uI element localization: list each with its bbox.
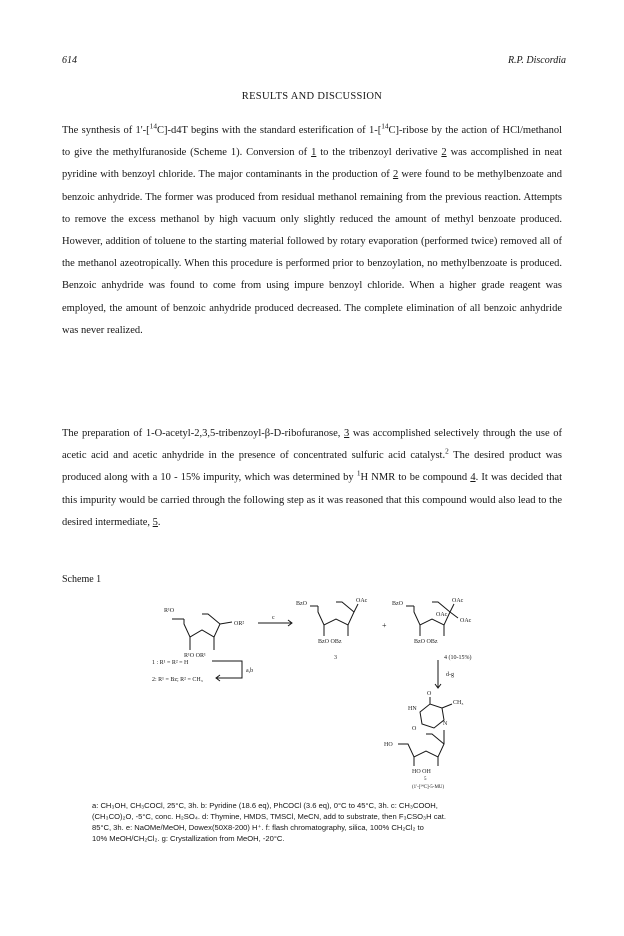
substituent-label: R¹O bbox=[164, 608, 175, 614]
svg-text:OAc: OAc bbox=[452, 598, 464, 604]
compound-ref: 3 bbox=[344, 428, 350, 439]
svg-text:HN: HN bbox=[408, 706, 417, 712]
svg-text:+: + bbox=[382, 621, 387, 630]
arrow-dg bbox=[435, 660, 441, 688]
compound-ref: 2 bbox=[392, 169, 399, 181]
svg-text:CH₃: CH₃ bbox=[453, 700, 464, 706]
paragraph-preparation: The preparation of 1-O-acetyl-2,3,5-tribenzoyl-β-D-ribofuranose, 3 was accomplished selectively through the use of acetic acid and acetic anhydride in the presence of concentrated sulfuric acid catalyst.$^2$ The desired product was produced along with a 10 - 15% impurity, which was determined by $^1$H NMR to be compound 4. It was decided that this impurity would be carried through the following step as it was reasoned that this compound would also lead to the desired intermediate, 5. bbox=[62, 428, 563, 528]
svg-text:BzO: BzO bbox=[392, 601, 403, 607]
running-head-author: R.P. Discordia bbox=[507, 55, 566, 66]
compound-ref: 4 bbox=[470, 472, 476, 484]
paragraph-synthesis: The synthesis of 1'-[$^{14}$C]-d4T begins with the standard esterification of 1-[$^{14}$C]-ribose by the action of HCl/methanol to give the methylfuranoside (Scheme 1). Conversion of 1 to the tribenzoyl derivative 2 was accomplished in neat pyridine with benzoyl chloride. The major contaminants in the production of 2 were found to be methylbenzoate and benzoic anhydride. The former was produced from residual methanol remaining from the previous reaction. Attempts to remove the excess methanol by high vacuum only slightly reduced the amount of methyl benzoate produced. However, addition of toluene to the starting material followed by rotary evaporation (performed twice) removed all of the methanol azeotropically. When this procedure is performed prior to benzoylation, no methylbenzoate is produced. Benzoic anhydride was found to come from using impure benzoyl chloride. When a higher grade reagent was employed, the amount of benzoic anhydride produced decreased. The complete elimination of all benzoic anhydride was never realized. bbox=[62, 121, 562, 336]
svg-text:OAc: OAc bbox=[460, 618, 472, 624]
compound-ref: 1 bbox=[311, 147, 317, 159]
svg-text:BzO OBz: BzO OBz bbox=[318, 639, 342, 645]
compound-5-label: 5 bbox=[424, 777, 427, 782]
compound-1-label: 1 : R¹ = R² = H bbox=[152, 660, 189, 666]
page-number: 614 bbox=[62, 55, 77, 66]
svg-text:OAc: OAc bbox=[436, 612, 448, 618]
svg-text:OAc: OAc bbox=[356, 598, 368, 604]
compound-ref: 5 bbox=[152, 516, 158, 528]
compound-ref: 2 bbox=[441, 147, 447, 159]
svg-text:N: N bbox=[443, 721, 448, 727]
compound-3-label: 3 bbox=[334, 655, 337, 661]
reagent-label: a,b bbox=[246, 668, 254, 674]
substituent-label: R¹O OR¹ bbox=[184, 653, 206, 659]
svg-text:BzO: BzO bbox=[296, 601, 307, 607]
svg-text:HO: HO bbox=[384, 742, 393, 748]
compound-2-label: 2: R¹ = Bz; R² = CH₃ bbox=[152, 677, 203, 683]
citation: 2 bbox=[445, 446, 449, 456]
compound-4-label: 4 (10-15%) bbox=[444, 655, 472, 661]
ribose-ring-5 bbox=[398, 730, 444, 766]
bracket-ab bbox=[212, 661, 242, 681]
reaction-conditions: a: CH₃OH, CH₃COCl, 25°C, 3h. b: Pyridine (18.6 eq), PhCOCl (3.6 eq), 0°C to 45°C, 3h. c: CH₃COOH, (CH₃CO)₂O, -5°C, conc. H₂SO₄. d: Thymine, HMDS, TMSCl, MeCN, add to substrate, then F₃CSO₃H cat. 85°C, 3h. e: NaOMe/MeOH, Dowex(50X8-200) H⁺. f: flash chromatography, silica, 100% CH₂Cl₂ to 10% MeOH/CH₂Cl₂. g: Crystallization from MeOH, -20°C. bbox=[92, 801, 446, 843]
svg-text:O: O bbox=[427, 691, 432, 697]
reagent-label: d-g bbox=[446, 672, 454, 678]
svg-text:BzO OBz: BzO OBz bbox=[414, 639, 438, 645]
section-title: RESULTS AND DISCUSSION bbox=[241, 91, 383, 102]
ribose-ring-4 bbox=[406, 602, 458, 636]
reaction-scheme bbox=[150, 592, 550, 790]
svg-text:O: O bbox=[412, 726, 417, 732]
reagent-label: c bbox=[272, 615, 275, 621]
compound-5-name: (1'-[¹⁴C]-5-MU) bbox=[412, 785, 445, 790]
substituent-label: OR² bbox=[234, 621, 245, 627]
svg-text:HO OH: HO OH bbox=[412, 769, 431, 775]
ribose-ring-1 bbox=[172, 614, 232, 650]
ribose-ring-3 bbox=[310, 602, 358, 636]
scheme-label: Scheme 1 bbox=[62, 574, 102, 585]
arrow-c bbox=[258, 620, 292, 626]
